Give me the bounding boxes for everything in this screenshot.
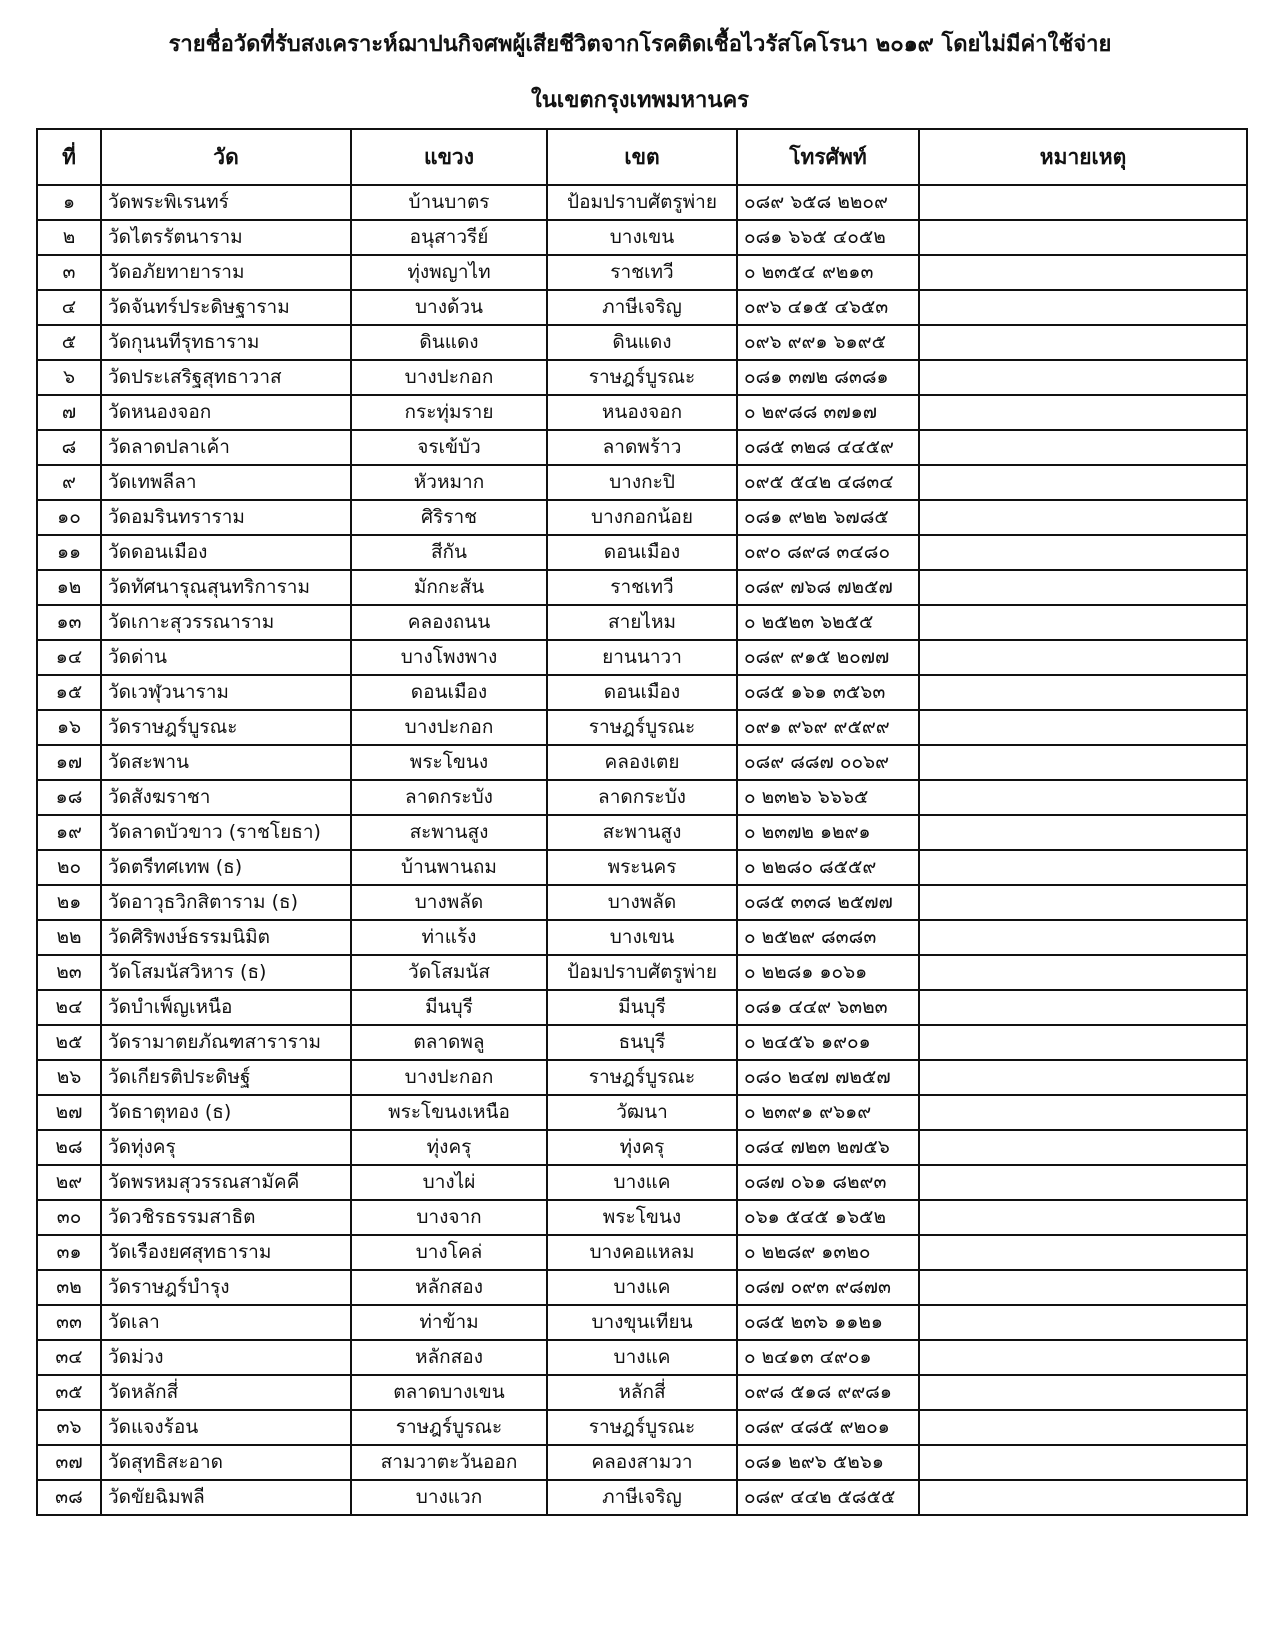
cell-no: ๒๔	[37, 990, 101, 1025]
cell-phone: ๐๘๐ ๒๔๗ ๗๒๕๗	[737, 1060, 919, 1095]
cell-khwaeng: มักกะสัน	[351, 570, 547, 605]
cell-no: ๓๒	[37, 1270, 101, 1305]
cell-khwaeng: บางด้วน	[351, 290, 547, 325]
cell-khet: ราษฎร์บูรณะ	[547, 710, 737, 745]
cell-phone: ๐๘๑ ๖๖๕ ๔๐๕๒	[737, 220, 919, 255]
cell-khet: คลองเตย	[547, 745, 737, 780]
cell-wat: วัดศิริพงษ์ธรรมนิมิต	[101, 920, 351, 955]
cell-khet: พระนคร	[547, 850, 737, 885]
table-row	[37, 675, 1247, 710]
table-row	[37, 290, 1247, 325]
cell-wat: วัดดอนเมือง	[101, 535, 351, 570]
table-row	[37, 500, 1247, 535]
header-wat: วัด	[101, 129, 351, 185]
table-row	[37, 780, 1247, 815]
cell-note	[919, 430, 1247, 465]
cell-wat: วัดจันทร์ประดิษฐาราม	[101, 290, 351, 325]
table-row	[37, 1165, 1247, 1200]
cell-wat: วัดสุทธิสะอาด	[101, 1445, 351, 1480]
cell-no: ๗	[37, 395, 101, 430]
cell-khwaeng: บางจาก	[351, 1200, 547, 1235]
cell-wat: วัดอาวุธวิกสิตาราม (ธ)	[101, 885, 351, 920]
cell-no: ๑๘	[37, 780, 101, 815]
cell-khwaeng: บ้านบาตร	[351, 185, 547, 220]
table-row	[37, 395, 1247, 430]
cell-no: ๑๕	[37, 675, 101, 710]
cell-no: ๒๙	[37, 1165, 101, 1200]
header-phone: โทรศัพท์	[737, 129, 919, 185]
cell-khwaeng: หลักสอง	[351, 1270, 547, 1305]
cell-phone: ๐๘๑ ๙๒๒ ๖๗๘๕	[737, 500, 919, 535]
cell-khet: ป้อมปราบศัตรูพ่าย	[547, 955, 737, 990]
cell-wat: วัดวชิรธรรมสาธิต	[101, 1200, 351, 1235]
cell-wat: วัดเวฬุวนาราม	[101, 675, 351, 710]
header-no: ที่	[37, 129, 101, 185]
table-header-row	[37, 129, 1247, 185]
table-row	[37, 990, 1247, 1025]
cell-phone: ๐๙๕ ๕๔๒ ๔๘๓๔	[737, 465, 919, 500]
header-khwaeng: แขวง	[351, 129, 547, 185]
cell-khwaeng: ดินแดง	[351, 325, 547, 360]
cell-khet: ลาดกระบัง	[547, 780, 737, 815]
cell-wat: วัดทัศนารุณสุนทริการาม	[101, 570, 351, 605]
cell-no: ๒๓	[37, 955, 101, 990]
cell-khwaeng: บางโคล่	[351, 1235, 547, 1270]
cell-note	[919, 185, 1247, 220]
cell-note	[919, 465, 1247, 500]
document-title: รายชื่อวัดที่รับสงเคราะห์ฌาปนกิจศพผู้เสียชีวิตจากโรคติดเชื้อไวรัสโคโรนา ๒๐๑๙ โดยไม่มีค่าใช้จ่าย	[168, 32, 1112, 57]
cell-khwaeng: พระโขนง	[351, 745, 547, 780]
table-row	[37, 1305, 1247, 1340]
cell-note	[919, 1270, 1247, 1305]
cell-wat: วัดกุนนทีรุทธาราม	[101, 325, 351, 360]
cell-no: ๓๐	[37, 1200, 101, 1235]
table-row	[37, 1025, 1247, 1060]
cell-phone: ๐ ๒๕๒๓ ๖๒๕๕	[737, 605, 919, 640]
cell-khwaeng: กระทุ่มราย	[351, 395, 547, 430]
cell-no: ๓๑	[37, 1235, 101, 1270]
table-row	[37, 570, 1247, 605]
cell-phone: ๐ ๒๔๕๖ ๑๙๐๑	[737, 1025, 919, 1060]
cell-khwaeng: วัดโสมนัส	[351, 955, 547, 990]
cell-no: ๓๕	[37, 1375, 101, 1410]
cell-khwaeng: บางปะกอก	[351, 1060, 547, 1095]
cell-phone: ๐๘๗ ๐๙๓ ๙๘๗๓	[737, 1270, 919, 1305]
cell-note	[919, 675, 1247, 710]
cell-note	[919, 1095, 1247, 1130]
cell-khet: ธนบุรี	[547, 1025, 737, 1060]
cell-phone: ๐๘๙ ๙๑๕ ๒๐๗๗	[737, 640, 919, 675]
cell-khet: หนองจอก	[547, 395, 737, 430]
table-row	[37, 255, 1247, 290]
cell-note	[919, 745, 1247, 780]
cell-khet: ราชเทวี	[547, 570, 737, 605]
cell-phone: ๐๘๕ ๓๒๘ ๔๔๕๙	[737, 430, 919, 465]
header-khet: เขต	[547, 129, 737, 185]
cell-note	[919, 1130, 1247, 1165]
cell-khet: ราษฎร์บูรณะ	[547, 1060, 737, 1095]
cell-wat: วัดเรืองยศสุทธาราม	[101, 1235, 351, 1270]
cell-wat: วัดม่วง	[101, 1340, 351, 1375]
cell-phone: ๐๘๔ ๗๒๓ ๒๗๕๖	[737, 1130, 919, 1165]
cell-khet: มีนบุรี	[547, 990, 737, 1025]
cell-khwaeng: ทุ่งพญาไท	[351, 255, 547, 290]
table-row	[37, 430, 1247, 465]
cell-note	[919, 535, 1247, 570]
cell-note	[919, 360, 1247, 395]
table-body	[37, 185, 1247, 1515]
cell-no: ๒๘	[37, 1130, 101, 1165]
table-row	[37, 920, 1247, 955]
table-row	[37, 360, 1247, 395]
cell-phone: ๐๘๗ ๐๖๑ ๘๒๙๓	[737, 1165, 919, 1200]
cell-wat: วัดธาตุทอง (ธ)	[101, 1095, 351, 1130]
cell-khet: ราชเทวี	[547, 255, 737, 290]
cell-note	[919, 1375, 1247, 1410]
cell-phone: ๐๙๖ ๙๙๑ ๖๑๙๕	[737, 325, 919, 360]
table-row	[37, 1375, 1247, 1410]
header-note: หมายเหตุ	[919, 129, 1247, 185]
cell-wat: วัดสะพาน	[101, 745, 351, 780]
cell-phone: ๐ ๒๕๒๙ ๘๓๘๓	[737, 920, 919, 955]
cell-no: ๘	[37, 430, 101, 465]
cell-note	[919, 640, 1247, 675]
cell-no: ๑๗	[37, 745, 101, 780]
cell-wat: วัดหลักสี่	[101, 1375, 351, 1410]
cell-note	[919, 1235, 1247, 1270]
cell-wat: วัดทุ่งครุ	[101, 1130, 351, 1165]
cell-note	[919, 220, 1247, 255]
cell-no: ๒๕	[37, 1025, 101, 1060]
cell-khet: บางเขน	[547, 920, 737, 955]
cell-note	[919, 885, 1247, 920]
cell-note	[919, 500, 1247, 535]
cell-note	[919, 780, 1247, 815]
cell-note	[919, 955, 1247, 990]
cell-note	[919, 1025, 1247, 1060]
cell-phone: ๐ ๒๒๘๐ ๘๕๕๙	[737, 850, 919, 885]
cell-khet: ภาษีเจริญ	[547, 290, 737, 325]
cell-khwaeng: บางโพงพาง	[351, 640, 547, 675]
cell-wat: วัดอภัยทายาราม	[101, 255, 351, 290]
cell-khwaeng: บ้านพานถม	[351, 850, 547, 885]
cell-khet: ราษฎร์บูรณะ	[547, 360, 737, 395]
cell-phone: ๐๘๑ ๓๗๒ ๘๓๘๑	[737, 360, 919, 395]
cell-phone: ๐ ๒๒๘๑ ๑๐๖๑	[737, 955, 919, 990]
cell-phone: ๐ ๒๓๗๒ ๑๒๙๑	[737, 815, 919, 850]
cell-note	[919, 1445, 1247, 1480]
cell-khet: บางขุนเทียน	[547, 1305, 737, 1340]
table-row	[37, 955, 1247, 990]
cell-phone: ๐๘๙ ๔๔๒ ๕๘๕๕	[737, 1480, 919, 1515]
cell-phone: ๐๘๑ ๔๔๙ ๖๓๒๓	[737, 990, 919, 1025]
table-row	[37, 850, 1247, 885]
cell-wat: วัดพระพิเรนทร์	[101, 185, 351, 220]
cell-khet: ลาดพร้าว	[547, 430, 737, 465]
cell-wat: วัดบำเพ็ญเหนือ	[101, 990, 351, 1025]
cell-wat: วัดแจงร้อน	[101, 1410, 351, 1445]
table-row	[37, 1095, 1247, 1130]
cell-wat: วัดสังฆราชา	[101, 780, 351, 815]
cell-no: ๑๓	[37, 605, 101, 640]
cell-note	[919, 1165, 1247, 1200]
cell-phone: ๐ ๒๒๘๙ ๑๓๒๐	[737, 1235, 919, 1270]
cell-khet: ป้อมปราบศัตรูพ่าย	[547, 185, 737, 220]
cell-khwaeng: ทุ่งครุ	[351, 1130, 547, 1165]
cell-khwaeng: บางไผ่	[351, 1165, 547, 1200]
cell-khet: บางแค	[547, 1165, 737, 1200]
cell-wat: วัดขัยฉิมพลี	[101, 1480, 351, 1515]
cell-phone: ๐ ๒๙๘๘ ๓๗๑๗	[737, 395, 919, 430]
cell-khwaeng: หลักสอง	[351, 1340, 547, 1375]
cell-khwaeng: อนุสาวรีย์	[351, 220, 547, 255]
cell-khet: ดอนเมือง	[547, 675, 737, 710]
cell-no: ๑๑	[37, 535, 101, 570]
table-row	[37, 535, 1247, 570]
table-row	[37, 1340, 1247, 1375]
cell-khet: ทุ่งครุ	[547, 1130, 737, 1165]
cell-wat: วัดหนองจอก	[101, 395, 351, 430]
cell-note	[919, 815, 1247, 850]
cell-wat: วัดเกาะสุวรรณาราม	[101, 605, 351, 640]
cell-khwaeng: พระโขนงเหนือ	[351, 1095, 547, 1130]
cell-khet: ราษฎร์บูรณะ	[547, 1410, 737, 1445]
cell-khwaeng: ดอนเมือง	[351, 675, 547, 710]
cell-note	[919, 570, 1247, 605]
cell-note	[919, 325, 1247, 360]
cell-wat: วัดเลา	[101, 1305, 351, 1340]
cell-khwaeng: สะพานสูง	[351, 815, 547, 850]
cell-phone: ๐๙๖ ๔๑๕ ๔๖๕๓	[737, 290, 919, 325]
table-row	[37, 640, 1247, 675]
table-row	[37, 745, 1247, 780]
cell-phone: ๐ ๒๔๑๓ ๔๙๐๑	[737, 1340, 919, 1375]
cell-khwaeng: สีกัน	[351, 535, 547, 570]
cell-no: ๒	[37, 220, 101, 255]
table-row	[37, 220, 1247, 255]
cell-phone: ๐๘๑ ๒๙๖ ๕๒๖๑	[737, 1445, 919, 1480]
table-row	[37, 185, 1247, 220]
cell-wat: วัดลาดบัวขาว (ราชโยธา)	[101, 815, 351, 850]
cell-khwaeng: บางปะกอก	[351, 710, 547, 745]
cell-phone: ๐๙๘ ๕๑๘ ๙๙๘๑	[737, 1375, 919, 1410]
table-row	[37, 1480, 1247, 1515]
cell-khwaeng: ท่าข้าม	[351, 1305, 547, 1340]
table-row	[37, 1410, 1247, 1445]
document-subtitle: ในเขตกรุงเทพมหานคร	[531, 88, 749, 113]
cell-no: ๙	[37, 465, 101, 500]
cell-no: ๑๒	[37, 570, 101, 605]
cell-no: ๒๒	[37, 920, 101, 955]
cell-khwaeng: ตลาดบางเขน	[351, 1375, 547, 1410]
table-row	[37, 710, 1247, 745]
cell-phone: ๐๘๙ ๘๘๗ ๐๐๖๙	[737, 745, 919, 780]
cell-khwaeng: บางแวก	[351, 1480, 547, 1515]
cell-phone: ๐ ๒๓๕๔ ๙๒๑๓	[737, 255, 919, 290]
cell-khwaeng: สามวาตะวันออก	[351, 1445, 547, 1480]
cell-no: ๓	[37, 255, 101, 290]
cell-phone: ๐๙๐ ๘๙๘ ๓๔๘๐	[737, 535, 919, 570]
cell-khet: หลักสี่	[547, 1375, 737, 1410]
cell-no: ๒๐	[37, 850, 101, 885]
cell-note	[919, 1200, 1247, 1235]
cell-khet: สายไหม	[547, 605, 737, 640]
cell-khet: ภาษีเจริญ	[547, 1480, 737, 1515]
cell-wat: วัดโสมนัสวิหาร (ธ)	[101, 955, 351, 990]
cell-khet: ดินแดง	[547, 325, 737, 360]
cell-khet: บางคอแหลม	[547, 1235, 737, 1270]
cell-no: ๓๘	[37, 1480, 101, 1515]
cell-khet: บางเขน	[547, 220, 737, 255]
cell-note	[919, 990, 1247, 1025]
table-row	[37, 1060, 1247, 1095]
cell-no: ๓๓	[37, 1305, 101, 1340]
cell-note	[919, 290, 1247, 325]
cell-note	[919, 920, 1247, 955]
cell-khwaeng: มีนบุรี	[351, 990, 547, 1025]
cell-phone: ๐ ๒๓๒๖ ๖๖๖๕	[737, 780, 919, 815]
cell-khet: ยานนาวา	[547, 640, 737, 675]
cell-phone: ๐๘๕ ๓๓๘ ๒๕๗๗	[737, 885, 919, 920]
cell-khet: บางกะปิ	[547, 465, 737, 500]
cell-no: ๖	[37, 360, 101, 395]
cell-no: ๕	[37, 325, 101, 360]
cell-no: ๑๖	[37, 710, 101, 745]
cell-note	[919, 1410, 1247, 1445]
table-row	[37, 1235, 1247, 1270]
cell-khet: บางกอกน้อย	[547, 500, 737, 535]
cell-khwaeng: จรเข้บัว	[351, 430, 547, 465]
table-row	[37, 885, 1247, 920]
cell-wat: วัดลาดปลาเค้า	[101, 430, 351, 465]
cell-note	[919, 710, 1247, 745]
cell-wat: วัดเทพลีลา	[101, 465, 351, 500]
cell-note	[919, 1340, 1247, 1375]
cell-no: ๓๖	[37, 1410, 101, 1445]
cell-wat: วัดราษฎร์บำรุง	[101, 1270, 351, 1305]
table-row	[37, 1200, 1247, 1235]
cell-khwaeng: คลองถนน	[351, 605, 547, 640]
cell-no: ๒๑	[37, 885, 101, 920]
cell-khwaeng: บางพลัด	[351, 885, 547, 920]
cell-khet: วัฒนา	[547, 1095, 737, 1130]
table-row	[37, 465, 1247, 500]
cell-wat: วัดตรีทศเทพ (ธ)	[101, 850, 351, 885]
cell-khet: บางพลัด	[547, 885, 737, 920]
cell-khet: สะพานสูง	[547, 815, 737, 850]
cell-wat: วัดอมรินทราราม	[101, 500, 351, 535]
table-row	[37, 815, 1247, 850]
cell-khwaeng: ลาดกระบัง	[351, 780, 547, 815]
cell-phone: ๐๘๙ ๗๖๘ ๗๒๕๗	[737, 570, 919, 605]
cell-no: ๓๗	[37, 1445, 101, 1480]
cell-khwaeng: ท่าแร้ง	[351, 920, 547, 955]
cell-no: ๑๙	[37, 815, 101, 850]
cell-wat: วัดประเสริฐสุทธาวาส	[101, 360, 351, 395]
table-row	[37, 605, 1247, 640]
cell-note	[919, 605, 1247, 640]
cell-no: ๑	[37, 185, 101, 220]
cell-khwaeng: ตลาดพลู	[351, 1025, 547, 1060]
cell-no: ๒๖	[37, 1060, 101, 1095]
temple-table	[36, 128, 1248, 1516]
cell-khet: คลองสามวา	[547, 1445, 737, 1480]
cell-phone: ๐๘๕ ๑๖๑ ๓๕๖๓	[737, 675, 919, 710]
table-row	[37, 1270, 1247, 1305]
cell-no: ๔	[37, 290, 101, 325]
cell-khwaeng: บางปะกอก	[351, 360, 547, 395]
cell-note	[919, 1305, 1247, 1340]
cell-wat: วัดพรหมสุวรรณสามัคคี	[101, 1165, 351, 1200]
cell-no: ๑๔	[37, 640, 101, 675]
table-row	[37, 325, 1247, 360]
cell-khet: ดอนเมือง	[547, 535, 737, 570]
cell-khwaeng: ราษฎร์บูรณะ	[351, 1410, 547, 1445]
table-row	[37, 1130, 1247, 1165]
cell-khwaeng: ศิริราช	[351, 500, 547, 535]
cell-khet: พระโขนง	[547, 1200, 737, 1235]
cell-wat: วัดรามาตยภัณฑสาราราม	[101, 1025, 351, 1060]
cell-khet: บางแค	[547, 1270, 737, 1305]
cell-khet: บางแค	[547, 1340, 737, 1375]
cell-phone: ๐๘๙ ๖๕๘ ๒๒๐๙	[737, 185, 919, 220]
cell-no: ๑๐	[37, 500, 101, 535]
cell-wat: วัดราษฎร์บูรณะ	[101, 710, 351, 745]
cell-note	[919, 1480, 1247, 1515]
cell-no: ๒๗	[37, 1095, 101, 1130]
cell-phone: ๐ ๒๓๙๑ ๙๖๑๙	[737, 1095, 919, 1130]
cell-khwaeng: หัวหมาก	[351, 465, 547, 500]
cell-phone: ๐๙๑ ๙๖๙ ๙๕๙๙	[737, 710, 919, 745]
cell-note	[919, 1060, 1247, 1095]
cell-no: ๓๔	[37, 1340, 101, 1375]
cell-phone: ๐๖๑ ๕๔๕ ๑๖๕๒	[737, 1200, 919, 1235]
cell-wat: วัดไตรรัตนาราม	[101, 220, 351, 255]
cell-phone: ๐๘๕ ๒๓๖ ๑๑๒๑	[737, 1305, 919, 1340]
cell-note	[919, 255, 1247, 290]
cell-phone: ๐๘๙ ๔๘๕ ๙๒๐๑	[737, 1410, 919, 1445]
table-row	[37, 1445, 1247, 1480]
cell-note	[919, 395, 1247, 430]
cell-note	[919, 850, 1247, 885]
cell-wat: วัดเกียรติประดิษฐ์	[101, 1060, 351, 1095]
cell-wat: วัดด่าน	[101, 640, 351, 675]
